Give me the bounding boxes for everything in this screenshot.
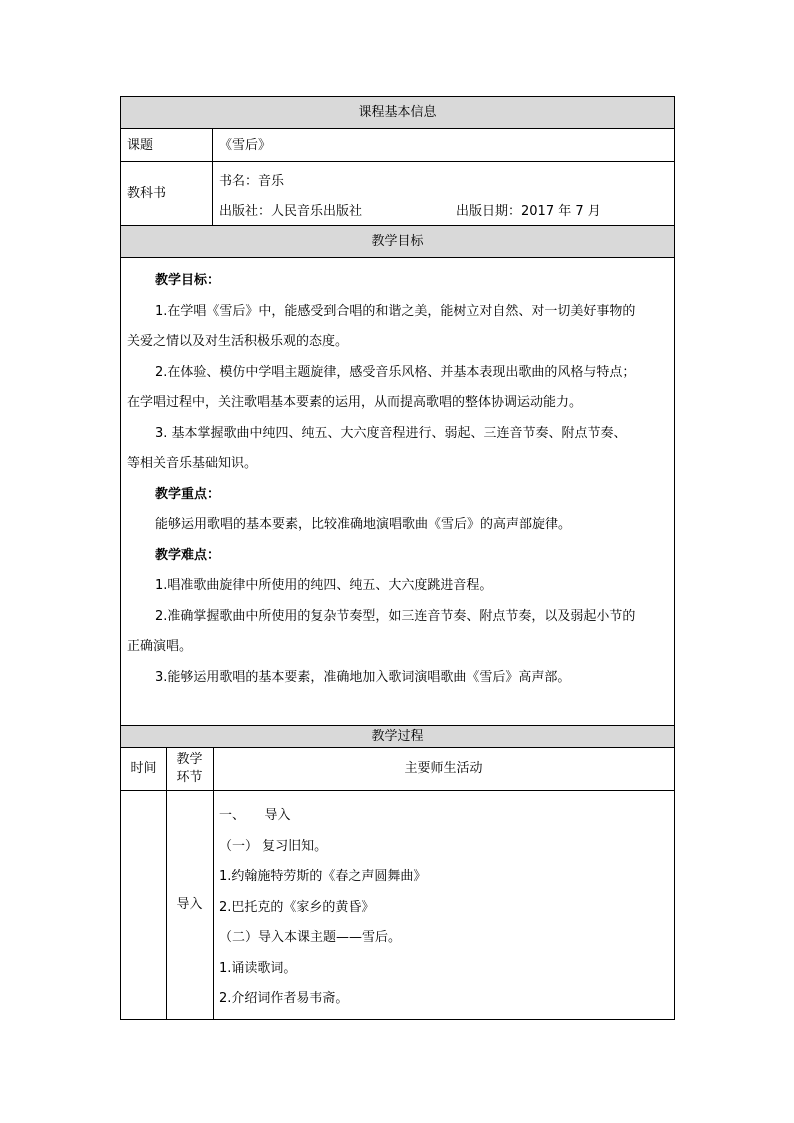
activity-line: 2.介绍词作者易韦斋。 xyxy=(219,991,349,1006)
objective-line: 在学唱过程中，关注歌唱基本要素的运用，从而提高歌唱的整体协调运动能力。 xyxy=(127,395,583,410)
segment-cell xyxy=(166,791,214,1019)
textbook-row xyxy=(120,161,675,225)
book-name: 书名：音乐 xyxy=(219,174,285,189)
textbook-info xyxy=(213,162,674,226)
key-point-line: 能够运用歌唱的基本要素，比较准确地演唱歌曲《雪后》的高声部旋律。 xyxy=(155,517,572,532)
topic-value: 《雪后》 xyxy=(219,138,272,153)
goals-header xyxy=(120,225,675,257)
difficulty-line: 1.唱准歌曲旋律中所使用的纯四、纯五、大六度跳进音程。 xyxy=(155,578,493,593)
topic-label: 课题 xyxy=(121,129,213,161)
time-cell xyxy=(121,791,167,1019)
key-points-title: 教学重点： xyxy=(155,486,221,502)
activity-line: （一） 复习旧知。 xyxy=(219,838,328,854)
publish-date: 出版日期：2017 年 7 月 xyxy=(456,204,601,219)
goals-content xyxy=(120,257,675,725)
difficulty-line: 3.能够运用歌唱的基本要素，准确地加入歌词演唱歌曲《雪后》高声部。 xyxy=(155,669,571,685)
objectives-title: 教学目标： xyxy=(155,273,221,288)
objective-line: 3. 基本掌握歌曲中纯四、纯五、大六度音程进行、弱起、三连音节奏、附点节奏、 xyxy=(155,425,627,441)
segment-column-header xyxy=(166,748,214,790)
process-header-text: 教学过程 xyxy=(371,729,424,744)
activity-line: 1.约翰施特劳斯的《春之声圆舞曲》 xyxy=(219,869,427,884)
time-column-header xyxy=(121,748,167,790)
activity-line: （二）导入本课主题——雪后。 xyxy=(219,930,402,945)
difficulty-line: 2.准确掌握歌曲中所使用的复杂节奏型，如三连音节奏、附点节奏，以及弱起小节的 xyxy=(155,608,636,624)
topic-row xyxy=(120,128,675,161)
objective-line: 关爱之情以及对生活积极乐观的态度。 xyxy=(127,334,349,349)
activity-column-header xyxy=(213,748,674,790)
activity-line: 2.巴托克的《家乡的黄昏》 xyxy=(219,899,375,915)
basic-info-header xyxy=(120,96,675,128)
segment-column-label: 教学环节 xyxy=(176,752,203,785)
difficulty-line: 正确演唱。 xyxy=(127,639,193,654)
activity-cell xyxy=(213,791,674,1015)
activity-line: 一、 导入 xyxy=(219,808,291,823)
lesson-plan-table xyxy=(120,96,675,1020)
activity-column-label: 主要师生活动 xyxy=(404,761,483,776)
process-intro-row xyxy=(120,790,675,1020)
activity-line: 1.诵读歌词。 xyxy=(219,960,297,976)
process-columns-row xyxy=(120,747,675,790)
goals-header-text: 教学目标 xyxy=(371,234,424,249)
publisher: 出版社：人民音乐出版社 xyxy=(219,204,363,219)
segment-label: 导入 xyxy=(176,897,203,912)
textbook-label: 教科书 xyxy=(121,162,213,225)
objective-line: 2.在体验、模仿中学唱主题旋律，感受音乐风格、并基本表现出歌曲的风格与特点； xyxy=(155,364,636,380)
objective-line: 1.在学唱《雪后》中，能感受到合唱的和谐之美，能树立对自然、对一切美好事物的 xyxy=(155,303,636,319)
objective-line: 等相关音乐基础知识。 xyxy=(127,456,258,471)
basic-info-header-text: 课程基本信息 xyxy=(358,105,437,120)
time-column-label: 时间 xyxy=(130,761,157,776)
difficulties-title: 教学难点： xyxy=(155,547,221,563)
process-header xyxy=(120,725,675,747)
